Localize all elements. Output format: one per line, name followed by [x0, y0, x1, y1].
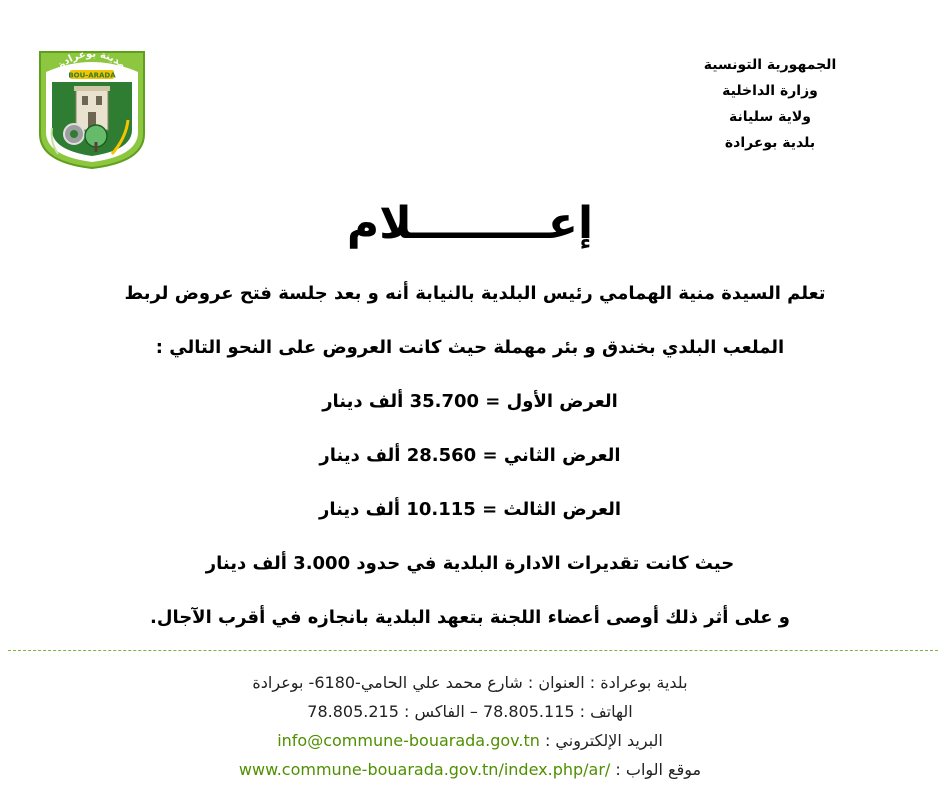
footer-website-link[interactable]: www.commune-bouarada.gov.tn/index.php/ar/: [238, 760, 611, 779]
footer-email-row: [0, 726, 940, 755]
footer-email-label: البريد الإلكتروني :: [539, 731, 663, 750]
header-governorate: ولاية سليانة: [729, 109, 811, 125]
footer-website-row: [0, 755, 940, 784]
body-intro-line-1: تعلم السيدة منية الهمامي رئيس البلدية بالنيابة أنه و بعد جلسة فتح عروض لربط: [124, 283, 826, 304]
footer-website-label: موقع الواب :: [610, 760, 702, 779]
footer-email-link[interactable]: info@commune-bouarada.gov.tn: [277, 731, 540, 750]
offer-second: العرض الثاني = 28.560 ألف دينار: [319, 445, 621, 466]
header-block: [650, 52, 890, 156]
offer-third: العرض الثالث = 10.115 ألف دينار: [318, 499, 622, 520]
footer-address: بلدية بوعرادة : العنوان : شارع محمد علي الحامي-6180- بوعرادة: [252, 673, 688, 692]
header-municipality: بلدية بوعرادة: [724, 135, 816, 151]
footer: [0, 668, 940, 784]
header-republic: الجمهورية التونسية: [703, 57, 837, 73]
footer-divider: [8, 650, 938, 651]
offer-first: العرض الأول = 35.700 ألف دينار: [322, 391, 618, 412]
header-ministry: وزارة الداخلية: [722, 83, 818, 99]
administration-estimate: حيث كانت تقديرات الادارة البلدية في حدود 3.000 ألف دينار: [205, 553, 735, 574]
municipality-logo: [36, 42, 148, 170]
svg-text:BOU-ARADA: BOU-ARADA: [68, 71, 116, 80]
committee-conclusion: و على أثر ذلك أوصى أعضاء اللجنة بتعهد البلدية بانجازه في أقرب الآجال.: [149, 607, 790, 628]
body-intro-line-2: الملعب البلدي بخندق و بئر مهملة حيث كانت العروض على النحو التالي :: [155, 337, 785, 358]
footer-phone-fax: الهاتف : 78.805.115 – الفاكس : 78.805.215: [307, 702, 633, 721]
announcement-title: إعـــــــــلام: [346, 198, 594, 249]
svg-text:مدينة بوعرادة: مدينة بوعرادة: [56, 48, 128, 72]
